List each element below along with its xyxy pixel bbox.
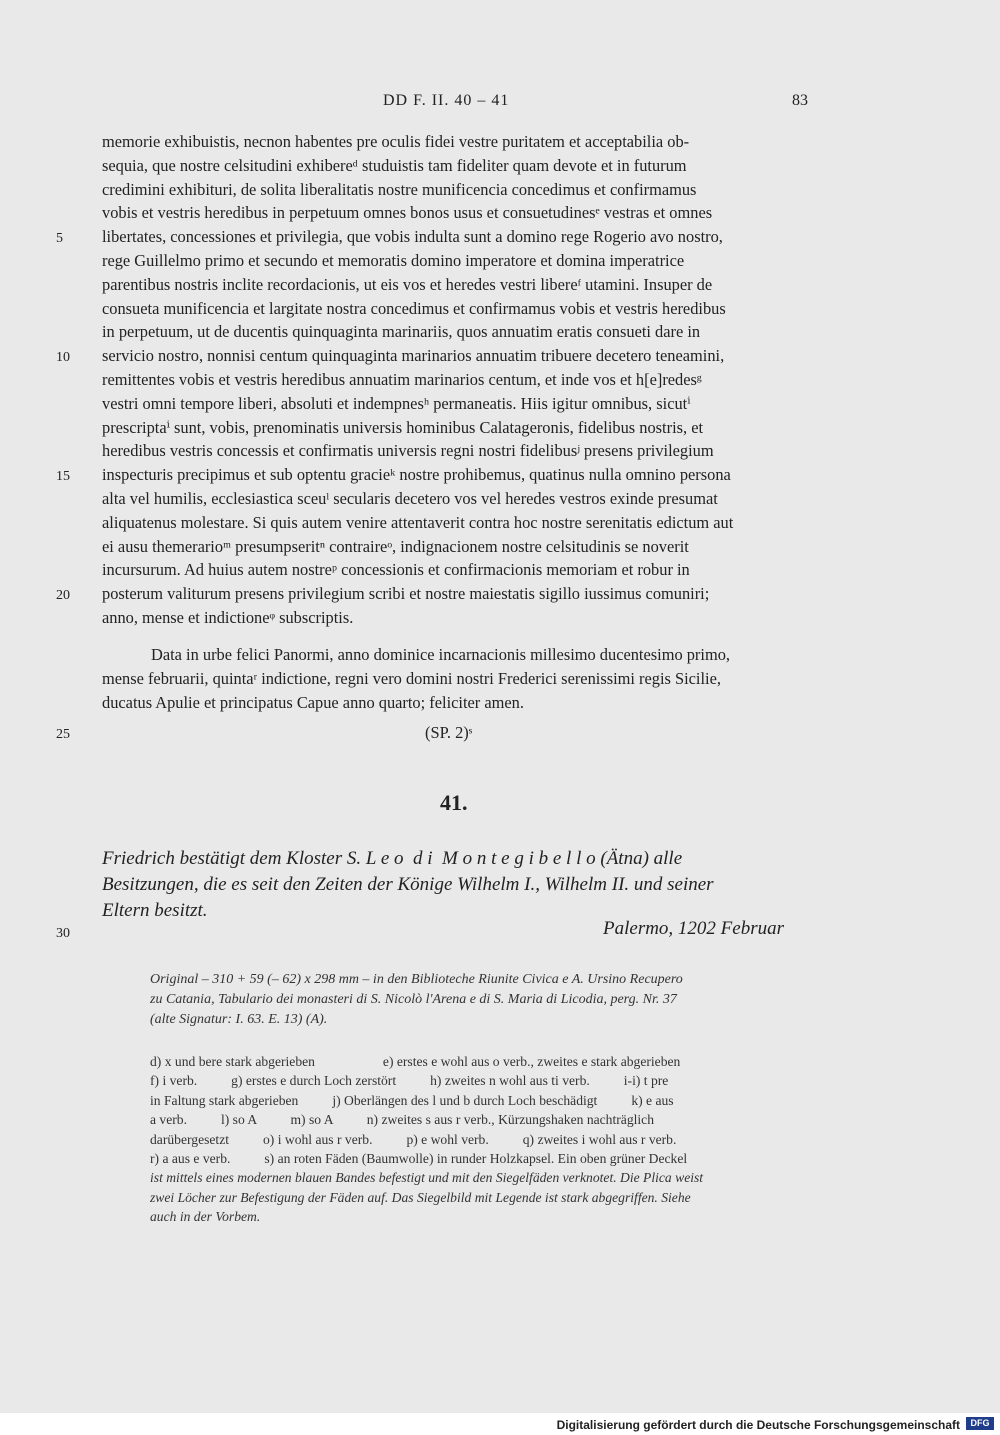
- page-number: 83: [792, 92, 808, 109]
- note-line: ist mittels eines modernen blauen Bandes befestigt und mit den Siegelfäden verknotet. Die Plica weist: [150, 1170, 704, 1186]
- page-header: [0, 92, 1000, 114]
- text-line: credimini exhibituri, de solita liberalitatis nostre munificencia concedimus et confirmamus: [102, 179, 697, 199]
- footer-bar: [0, 1413, 1000, 1435]
- dating-clause: [102, 643, 811, 714]
- place-date: Palermo, 1202 Februar: [603, 918, 785, 939]
- dfg-logo: DFG: [966, 1417, 994, 1430]
- note-line: auch in der Vorbem.: [150, 1209, 261, 1225]
- original-line: (alte Signatur: I. 63. E. 13) (A).: [150, 1012, 328, 1027]
- text-line: aliquatenus molestare. Si quis autem venire attentaverit contra hoc nostre serenitatis edictum aut: [102, 512, 734, 532]
- seal-mark: (SP. 2)ˢ: [425, 723, 473, 742]
- document-number: 41.: [440, 790, 468, 815]
- text-line: incursurum. Ad huius autem nostreᵖ concessionis et confirmacionis memoriam et robur in: [102, 560, 690, 580]
- text-line: anno, mense et indictioneᵠ subscriptis.: [102, 607, 354, 627]
- text-line: vobis et vestris heredibus in perpetuum omnes bonos usus et consuetudinesᵉ vestras et omnes: [102, 203, 713, 223]
- text-line: remittentes vobis et vestris heredibus annuatim marinarios centum, et inde vos et h[e]redesᵍ: [102, 369, 702, 389]
- regest-line: Friedrich bestätigt dem Kloster S. L e o d i M o n t e g i b e l l o (Ätna) alle: [102, 848, 683, 869]
- note-line: a verb. l) so A m) so A n) zweites s aus r verb., Kürzungshaken nachträglich: [150, 1112, 654, 1128]
- regest-line: Besitzungen, die es seit den Zeiten der Könige Wilhelm I., Wilhelm II. und seiner: [102, 874, 714, 895]
- original-description: [150, 970, 812, 1030]
- text-line: heredibus vestris concessis et confirmatis universis regni nostri fidelibusʲ presens privilegium: [102, 441, 714, 461]
- text-line: parentibus nostris inclite recordacionis, ut eis vos et heredes vestri libereᶠ utamini. Insuper de: [102, 274, 713, 294]
- text-line: ei ausu themerarioᵐ presumpseritⁿ contraireᵒ, indignacionem nostre celsitudinis se noverit: [102, 536, 689, 556]
- note-line: d) x und bere stark abgerieben e) erstes e wohl aus o verb., zweites e stark abgerieben: [150, 1054, 681, 1069]
- text-line: vestri omni tempore liberi, absoluti et indempnesʰ permaneatis. Hiis igitur omnibus, sicutⁱ: [102, 393, 691, 413]
- text-line: prescriptaⁱ sunt, vobis, prenominatis universis hominibus Calatageronis, fidelibus nostris, et: [102, 417, 704, 437]
- text-line: mense februarii, quintaʳ indictione, regni vero domini nostri Frederici serenissimi regis Sicilie,: [102, 668, 721, 688]
- text-line: alta vel humilis, ecclesiastica sceuˡ secularis decetero vos vel heredes vestros exinde presumat: [102, 488, 718, 508]
- note-line: in Faltung stark abgerieben j) Oberlängen des l und b durch Loch beschädigt k) e aus: [150, 1092, 674, 1108]
- text-line: servicio nostro, nonnisi centum quinquaginta marinarios annuatim tribuere decetero teneamini,: [102, 346, 725, 366]
- text-line: ducatus Apulie et principatus Capue anno quarto; feliciter amen.: [102, 692, 524, 712]
- note-line: darübergesetzt o) i wohl aus r verb. p) e wohl verb. q) zweites i wohl aus r verb.: [150, 1131, 677, 1147]
- regest-line: Eltern besitzt.: [102, 900, 208, 921]
- line-number: 20: [56, 588, 70, 603]
- text-line: libertates, concessiones et privilegia, que vobis indulta sunt a domino rege Rogerio avo nostro,: [102, 227, 723, 247]
- regest: [102, 846, 811, 924]
- note-line: r) a aus e verb. s) an roten Fäden (Baumwolle) in runder Holzkapsel. Ein oben grüner Deckel: [150, 1150, 688, 1166]
- note-line: zwei Löcher zur Befestigung der Fäden auf. Das Siegelbild mit Legende ist stark abgegriffen. Siehe: [150, 1189, 691, 1205]
- running-head: DD F. II. 40 – 41: [383, 92, 510, 109]
- original-line: Original – 310 + 59 (– 62) x 298 mm – in den Biblioteche Riunite Civica e A. Ursino Recupero: [150, 972, 683, 987]
- charter-text: [102, 130, 811, 630]
- original-line: zu Catania, Tabulario dei monasteri di S. Nicolò l'Arena e di S. Maria di Licodia, perg. Nr. 37: [150, 992, 677, 1007]
- text-line: inspecturis precipimus et sub optentu gracieᵏ nostre prohibemus, quatinus nulla omnino persona: [102, 465, 731, 485]
- note-line: f) i verb. g) erstes e durch Loch zerstört h) zweites n wohl aus ti verb. i-i) t pre: [150, 1073, 669, 1089]
- line-number: 10: [56, 350, 70, 365]
- text-line: Data in urbe felici Panormi, anno dominice incarnacionis millesimo ducentesimo primo,: [151, 645, 730, 664]
- text-line: in perpetuum, ut de ducentis quinquaginta marinariis, quos annuatim eratis consueti dare in: [102, 322, 701, 342]
- text-line: rege Guillelmo primo et secundo et memoratis domino imperatore et domina imperatrice: [102, 250, 685, 270]
- line-number: 15: [56, 469, 70, 484]
- text-line: sequia, que nostre celsitudini exhibereᵈ studuistis tam fideliter quam devote et in futurum: [102, 155, 687, 175]
- line-number: 5: [56, 231, 63, 246]
- text-line: consueta munificencia et largitate nostra concedimus et confirmamus vobis et vestris heredibus: [102, 298, 726, 318]
- dfg-credit: Digitalisierung gefördert durch die Deutsche Forschungsgemeinschaft: [556, 1418, 960, 1432]
- text-line: posterum valiturum presens privilegium scribi et nostre maiestatis sigillo iussimus comuniri;: [102, 584, 710, 604]
- text-line: memorie exhibuistis, necnon habentes pre oculis fidei vestre puritatem et acceptabilia ob-: [102, 132, 690, 151]
- line-number: 25: [56, 727, 70, 742]
- line-number: 30: [56, 926, 70, 941]
- critical-apparatus: [150, 1052, 812, 1227]
